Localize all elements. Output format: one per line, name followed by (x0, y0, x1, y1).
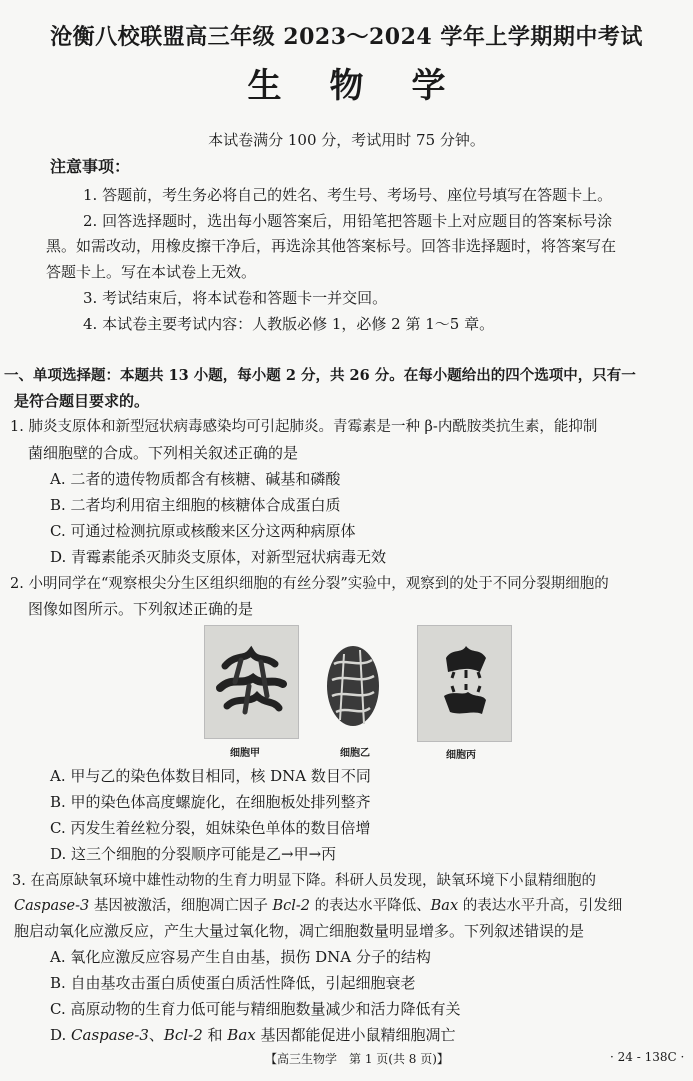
q2-stem-line-1: 2. 小明同学在“观察根尖分生区组织细胞的有丝分裂”实验中，观察到的处于不同分裂期细胞的 (10, 576, 609, 592)
q3-option-c: C. 高原动物的生育力低可能与精细胞数量减少和活力降低有关 (50, 1000, 461, 1018)
q2-option-a: A. 甲与乙的染色体数目相同，核 DNA 数目不同 (50, 767, 371, 785)
q3-option-d-sep1: 、 (148, 1026, 164, 1044)
q3-option-b: B. 自由基攻击蛋白质使蛋白质活性降低，引起细胞衰老 (50, 974, 416, 992)
q3-stem-text-b: 的表达水平降低、 (310, 898, 431, 914)
exam-info: 本试卷满分 100 分，考试用时 75 分钟。 (208, 131, 485, 149)
cell-bing-image (417, 625, 512, 742)
subject-title: 生物学 (247, 66, 494, 106)
q3-option-d-prefix: D. (50, 1026, 72, 1044)
q2-option-d: D. 这三个细胞的分裂顺序可能是乙→甲→丙 (50, 845, 337, 863)
q3-option-d (50, 1025, 456, 1045)
q3-stem-line-2 (14, 896, 622, 916)
q3-stem-line-1: 3. 在高原缺氧环境中雄性动物的生育力明显下降。科研人员发现，缺氧环境下小鼠精细胞的 (12, 873, 596, 889)
q3-option-a: A. 氧化应激反应容易产生自由基，损伤 DNA 分子的结构 (50, 948, 431, 966)
gene-bax: Bax (227, 1026, 256, 1044)
q2-stem-line-2: 图像如图所示。下列叙述正确的是 (28, 600, 254, 618)
q3-option-d-suffix: 基因都能促进小鼠精细胞凋亡 (255, 1026, 456, 1044)
q2-option-c: C. 丙发生着丝粒分裂，姐妹染色单体的数目倍增 (50, 819, 371, 837)
q1-option-c: C. 可通过检测抗原或核酸来区分这两种病原体 (50, 522, 356, 540)
q1-stem-line-2: 菌细胞壁的合成。下列相关叙述正确的是 (28, 444, 299, 462)
section-heading: 一、单项选择题：本题共 13 小题，每小题 2 分，共 26 分。在每小题给出的四个选项中，只有一 (4, 367, 636, 384)
gene-bcl2: Bcl-2 (272, 898, 311, 914)
gene-caspase3: Caspase-3 (14, 898, 90, 914)
q2-option-b: B. 甲的染色体高度螺旋化，在细胞板处排列整齐 (50, 793, 371, 811)
caption-cell-yi: 细胞乙 (340, 748, 370, 759)
notice-line-4: 答题卡上。写在本试卷上无效。 (46, 263, 257, 281)
notice-heading: 注意事项： (50, 157, 131, 176)
q3-stem-text-a: 基因被激活，细胞凋亡因子 (89, 898, 273, 914)
exam-title: 沧衡八校联盟高三年级 2023～2024 学年上学期期中考试 (50, 24, 643, 50)
gene-bcl2: Bcl-2 (163, 1026, 203, 1044)
q3-stem-line-3: 胞启动氧化应激反应，产生大量过氧化物，凋亡细胞数量明显增多。下列叙述错误的是 (14, 922, 585, 940)
page-number: 【高三生物学 第 1 页(共 8 页)】 (265, 1052, 449, 1066)
cell-yi-image (320, 640, 386, 732)
cell-jia-image (204, 625, 299, 739)
notice-line-1: 1. 答题前，考生务必将自己的姓名、考生号、考场号、座位号填写在答题卡上。 (83, 186, 613, 204)
caption-cell-bing: 细胞丙 (446, 750, 476, 761)
caption-cell-jia: 细胞甲 (230, 748, 260, 759)
gene-caspase3: Caspase-3 (71, 1026, 149, 1044)
notice-line-5: 3. 考试结束后，将本试卷和答题卡一并交回。 (83, 289, 388, 307)
notice-line-6: 4. 本试卷主要考试内容：人教版必修 1，必修 2 第 1～5 章。 (83, 315, 495, 333)
notice-line-2: 2. 回答选择题时，选出每小题答案后，用铅笔把答题卡上对应题目的答案标号涂 (83, 212, 613, 230)
q1-option-b: B. 二者均利用宿主细胞的核糖体合成蛋白质 (50, 496, 341, 514)
q3-stem-text-c: 的表达水平升高，引发细 (458, 898, 623, 914)
q1-stem-line-1: 1. 肺炎支原体和新型冠状病毒感染均可引起肺炎。青霉素是一种 β-内酰胺类抗生素，能抑制 (10, 419, 598, 435)
notice-line-3: 黑。如需改动，用橡皮擦干净后，再选涂其他答案标号。回答非选择题时，将答案写在 (46, 237, 617, 255)
q1-option-d: D. 青霉素能杀灭肺炎支原体，对新型冠状病毒无效 (50, 548, 387, 566)
q3-option-d-sep2: 和 (202, 1026, 228, 1044)
q1-option-a: A. 二者的遗传物质都含有核糖、碱基和磷酸 (50, 470, 341, 488)
exam-code: · 24 - 138C · (610, 1050, 685, 1064)
section-heading-cont: 是符合题目要求的。 (14, 392, 150, 410)
gene-bax: Bax (430, 898, 459, 914)
